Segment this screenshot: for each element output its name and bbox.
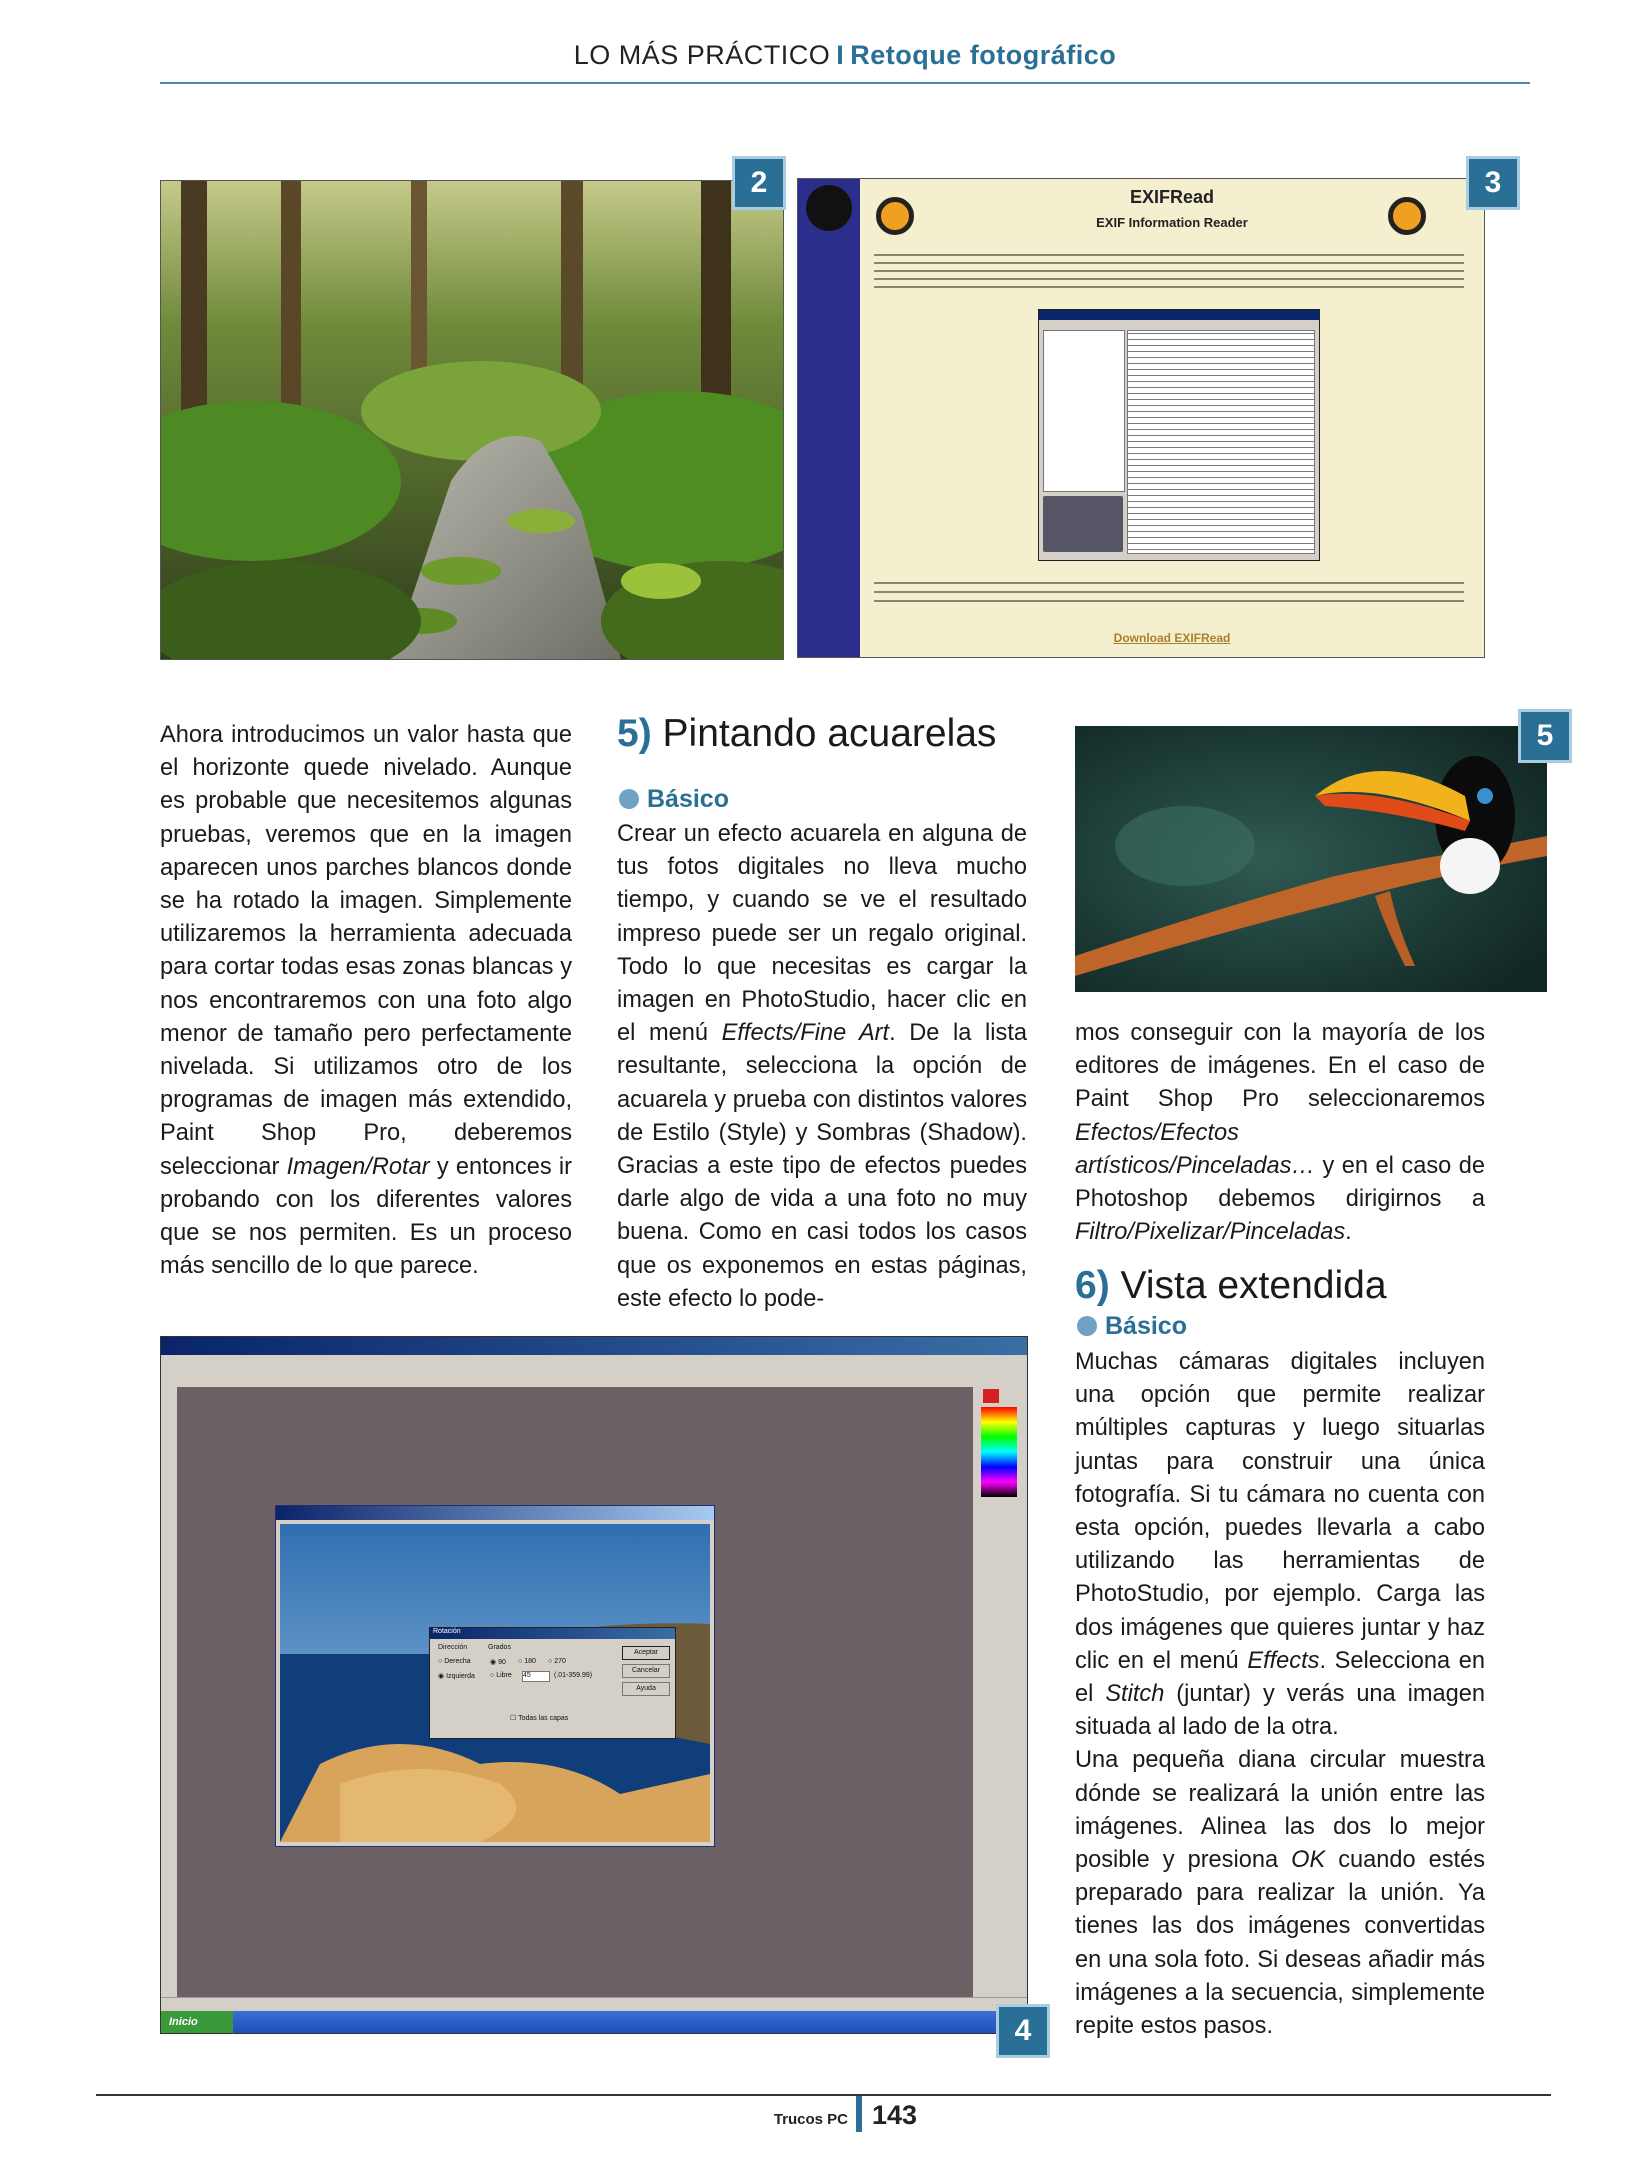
section-6-title: Vista extendida — [1120, 1264, 1387, 1307]
psp-tools-panel — [161, 1387, 178, 1997]
header-rule — [160, 82, 1530, 84]
radio-270-label: 270 — [554, 1658, 566, 1665]
psp-toolbar — [161, 1369, 1027, 1388]
foreground-swatch[interactable] — [983, 1389, 999, 1403]
radio-270[interactable]: ○ 270 — [548, 1658, 566, 1665]
sec5-italic-1: Effects/Fine Art — [721, 1020, 890, 1047]
section-5-level — [619, 785, 729, 814]
radio-180-label: 180 — [524, 1658, 536, 1665]
exif-app-window — [1038, 309, 1320, 561]
exif-download-link[interactable]: Download EXIFRead — [1113, 631, 1231, 645]
col1-text-a: Ahora introducimos un valor hasta que el horizonte quede nivelado. Aunque es probable que necesitemos algunas pruebas, veremos que en la imagen aparecen unos parches blancos donde se ha rotado la imagen. Simplemente utilizaremos la herramienta adecuada para cortar todas esas zonas blancas y nos encontraremos con una foto algo menor de tamaño pero perfectamente nivelada. Si utilizamos otro de los programas de imagen más extendido, Paint Shop Pro, deberemos seleccionar — [160, 722, 572, 1180]
section-6-level — [1077, 1312, 1187, 1341]
footer-brand: Trucos PC — [773, 2111, 848, 2128]
degrees-range: (.01-359.99) — [554, 1672, 593, 1679]
accept-button[interactable]: Aceptar — [622, 1646, 670, 1660]
radio-right[interactable]: ○ Derecha — [438, 1658, 471, 1665]
section-6-text — [1075, 1346, 1485, 2043]
exif-thumbnail — [1043, 496, 1123, 552]
start-button[interactable]: Inicio — [161, 2011, 233, 2033]
help-button[interactable]: Ayuda — [622, 1682, 670, 1696]
section-6-paragraph-2 — [1075, 1744, 1485, 2043]
footer-accent-bar — [856, 2096, 862, 2132]
section-6-paragraph-1 — [1075, 1346, 1485, 1744]
rotation-dialog — [429, 1627, 676, 1739]
exif-title: EXIFRead — [1129, 187, 1215, 207]
sec6-italic-stitch: Stitch — [1105, 1681, 1165, 1708]
figure-2-forest-photo — [160, 180, 784, 660]
sec6-text-e: cuando estés preparado para realizar la unión. Ya tienes las dos imágenes convertidas en una sola foto. Si deseas añadir más imágenes a la secuencia, simplemente repite estos pasos. — [1075, 1847, 1485, 2040]
figure-3-badge: 3 — [1466, 156, 1520, 210]
all-layers-checkbox[interactable]: ☐ Todas las capas — [510, 1715, 569, 1722]
section-6-number: 6) — [1075, 1264, 1110, 1307]
psp-menubar — [161, 1355, 1027, 1370]
section-6-heading — [1075, 1264, 1387, 1308]
radio-90[interactable]: ◉ 90 — [490, 1659, 506, 1666]
exif-sidebar — [798, 179, 860, 657]
psp-titlebar — [161, 1337, 1027, 1355]
toucan-illustration — [1075, 726, 1547, 992]
all-layers-label: Todas las capas — [518, 1715, 569, 1722]
psp-color-panel — [973, 1387, 1027, 1997]
section-5-heading — [617, 712, 996, 756]
sec5-italic-3: Filtro/Pixelizar/Pinceladas — [1075, 1219, 1346, 1246]
section-5-title: Pintando acuarelas — [662, 712, 997, 755]
section-6-level-label: Básico — [1105, 1312, 1187, 1340]
sec5-text-1: Crear un efecto acuarela en alguna de tus fotos digitales no lleva mucho tiempo, y cuando se ve el resultado impreso puede ser un regalo original. Todo lo que necesitas es cargar la imagen en PhotoStudio, hacer clic en el menú — [617, 821, 1027, 1047]
header-section: Retoque fotográfico — [850, 40, 1117, 70]
figure-5-badge: 5 — [1518, 709, 1572, 763]
cancel-button[interactable]: Cancelar — [622, 1664, 670, 1678]
sec6-text-d: Una pequeña diana circular muestra dónde se realizará la unión entre las imágenes. Alinea las dos lo mejor posible y presiona — [1075, 1747, 1485, 1874]
radio-left-label: Izquierda — [446, 1673, 475, 1680]
radio-180[interactable]: ○ 180 — [518, 1658, 536, 1665]
figure-2-badge: 2 — [732, 156, 786, 210]
sec6-text-a: Muchas cámaras digitales incluyen una opción que permite realizar múltiples capturas y luego situarlas juntas para construir una única fotografía. Si tu cámara no cuenta con esta opción, puedes llevarla a cabo utilizando las herramientas de PhotoStudio, por ejemplo. Carga las dos imágenes que quieres juntar y haz clic en el menú — [1075, 1349, 1485, 1674]
header-separator: I — [836, 40, 845, 70]
section-5-number: 5) — [617, 712, 652, 755]
sec5-text-3: y en el caso de Photoshop debemos dirigirnos a — [1075, 1152, 1485, 1213]
sec6-italic-ok: OK — [1291, 1847, 1326, 1874]
windows-taskbar — [161, 2011, 1027, 2033]
exif-logo — [806, 185, 852, 231]
figure-3-exifread-screenshot — [797, 178, 1485, 658]
exif-file-list[interactable] — [1043, 330, 1125, 492]
degrees-label: Grados — [488, 1644, 511, 1651]
level-dot-icon — [1077, 1316, 1097, 1336]
radio-free-label: Libre — [496, 1672, 512, 1679]
col1-paragraph — [160, 719, 572, 1283]
running-header — [160, 40, 1530, 71]
figure-4-badge: 4 — [996, 2004, 1050, 2058]
sec6-italic-effects: Effects — [1247, 1647, 1320, 1674]
column-1-text — [160, 719, 572, 1283]
figure-4-paintshop-screenshot — [160, 1336, 1028, 2034]
rotation-dialog-title: Rotación — [433, 1628, 461, 1635]
exif-window-titlebar — [1039, 310, 1319, 320]
radio-90-label: 90 — [498, 1659, 506, 1666]
exif-tag-list[interactable] — [1127, 330, 1315, 554]
section-5-continued: mos conseguir con la mayoría de los editores de imágenes. En el caso de Paint Shop Pro seleccionaremos Efectos/Efectos artísticos/Pinceladas… y en el caso de Photoshop debemos dirigirnos a Filtro/Pixelizar/Pinceladas. — [1075, 1020, 1485, 1246]
free-degrees-input[interactable]: 45 — [522, 1671, 550, 1682]
psp-statusbar — [161, 1997, 1027, 2012]
sec5-text-2-part: . De la lista resultante, selecciona la opción de acuarela y prueba con distintos valores de Estilo (Style) y Sombras (Shadow). Gracias a este tipo de efectos puedes darle algo de vida a una foto no muy buena. Como en casi todos los casos que os exponemos en estas páginas, este efecto lo pode- — [617, 1020, 1027, 1312]
exif-subtitle: EXIF Information Reader — [1096, 215, 1248, 230]
sec5-text-4: . — [1345, 1219, 1352, 1246]
section-5-level-label: Básico — [647, 785, 729, 813]
level-dot-icon — [619, 789, 639, 809]
direction-label: Dirección — [438, 1644, 468, 1651]
footer-rule — [96, 2094, 1551, 2096]
forest-illustration — [161, 181, 783, 659]
radio-free[interactable]: ○ Libre — [490, 1672, 512, 1679]
sec6-text-c: (juntar) y verás una imagen situada al lado de la otra. — [1075, 1681, 1486, 1741]
image-window-titlebar — [276, 1506, 714, 1520]
col1-text-b: y entonces ir probando con los diferentes valores que se nos permiten. Es un proceso más sencillo de lo que parece. — [160, 1153, 572, 1280]
section-5-text-col3 — [1075, 1017, 1485, 1249]
header-prefix: LO MÁS PRÁCTICO — [573, 40, 831, 70]
section-5-paragraph — [617, 818, 1027, 1316]
section-5-text-col2 — [617, 818, 1027, 1316]
col1-italic: Imagen/Rotar — [286, 1153, 430, 1180]
exif-intro-lines — [874, 251, 1464, 291]
rotation-dialog-titlebar — [430, 1628, 675, 1639]
page-number: 143 — [872, 2100, 918, 2130]
sec6-text-b: . Selecciona en el — [1075, 1647, 1485, 1708]
sec5-italic-2: Efectos/Efectos artísticos/Pinceladas… — [1075, 1119, 1315, 1179]
radio-left[interactable]: ◉ Izquierda — [438, 1673, 475, 1680]
radio-right-label: Derecha — [444, 1658, 471, 1665]
figure-5-toucan-photo — [1075, 726, 1547, 992]
exif-footer-lines — [874, 579, 1464, 609]
color-palette[interactable] — [981, 1407, 1017, 1497]
